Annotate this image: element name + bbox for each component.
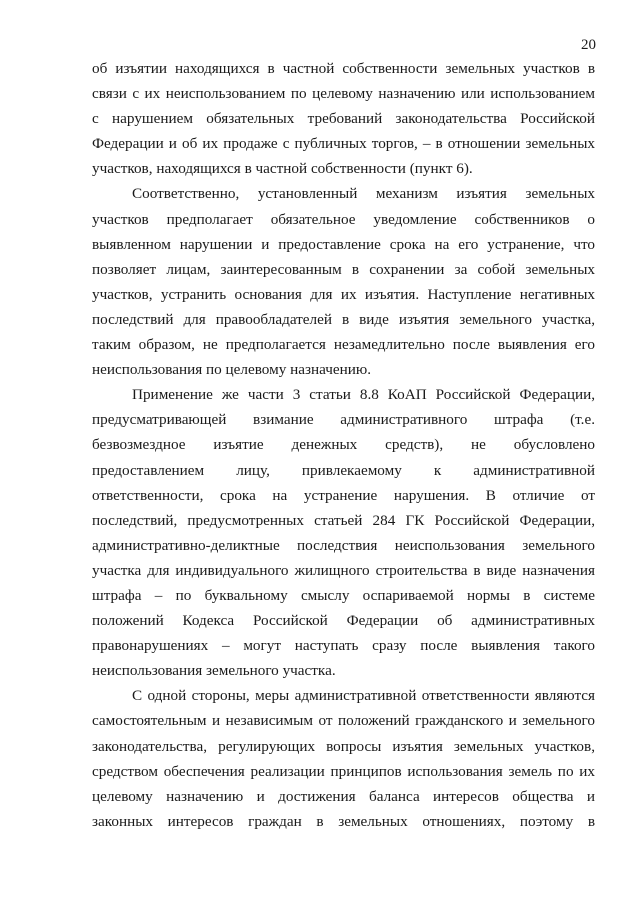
text-line: таким образом, не предполагается незамедлительно после выявления его bbox=[92, 336, 595, 354]
text-line: правонарушениях – могут наступать сразу после выявления такого bbox=[92, 637, 595, 655]
text-line: предоставлением лицу, привлекаемому к административной bbox=[92, 461, 595, 479]
text-line: позволяет лицам, заинтересованным в сохранении за собой земельных bbox=[92, 260, 595, 278]
paragraph bbox=[92, 382, 595, 683]
text-line: безвозмездное изъятие денежных средств), не обусловлено bbox=[92, 436, 595, 454]
document-body bbox=[92, 56, 595, 834]
text-line: выявленном нарушении и предоставление срока на его устранение, что bbox=[92, 235, 595, 253]
text-line: участков, устранить основания для их изъятия. Наступление негативных bbox=[92, 285, 595, 303]
text-line: законных интересов граждан в земельных отношениях, поэтому в bbox=[92, 812, 595, 830]
text-line: положений Кодекса Российской Федерации об административных bbox=[92, 612, 595, 630]
text-line: предусматривающей взимание административного штрафа (т.е. bbox=[92, 411, 595, 429]
text-line: участка для индивидуального жилищного строительства в виде назначения bbox=[92, 561, 595, 579]
text-line: участков, находящихся в частной собственности (пункт 6). bbox=[92, 160, 473, 178]
text-line: с нарушением обязательных требований законодательства Российской bbox=[92, 110, 595, 128]
text-line: об изъятии находящихся в частной собственности земельных участков в bbox=[92, 60, 595, 77]
paragraph bbox=[92, 181, 595, 382]
text-line: неиспользования по целевому назначению. bbox=[92, 361, 372, 379]
text-line: последствий, предусмотренных статьей 284 ГК Российской Федерации, bbox=[92, 511, 595, 529]
text-line: участков предполагает обязательное уведомление собственников о bbox=[92, 210, 595, 228]
text-line: законодательства, регулирующих вопросы изъятия земельных участков, bbox=[92, 737, 595, 755]
text-line: Федерации и об их продаже с публичных торгов, – в отношении земельных bbox=[92, 135, 595, 153]
text-line: средством обеспечения реализации принципов использования земель по их bbox=[92, 762, 595, 780]
page-number: 20 bbox=[581, 37, 596, 53]
text-line: Соответственно, установленный механизм изъятия земельных bbox=[132, 185, 595, 203]
text-line: административно-деликтные последствия неиспользования земельного bbox=[92, 536, 595, 554]
text-line: связи с их неиспользованием по целевому назначению или использованием bbox=[92, 85, 595, 103]
text-line: штрафа – по буквальному смыслу оспариваемой нормы в системе bbox=[92, 586, 595, 604]
text-line: последствий для правообладателей в виде изъятия земельного участка, bbox=[92, 310, 595, 328]
text-line: ответственности, срока на устранение нарушения. В отличие от bbox=[92, 486, 595, 504]
text-line: самостоятельным и независимым от положений гражданского и земельного bbox=[92, 712, 595, 730]
paragraph bbox=[92, 56, 595, 181]
text-line: С одной стороны, меры административной ответственности являются bbox=[132, 687, 595, 705]
text-line: целевому назначению и достижения баланса интересов общества и bbox=[92, 787, 595, 805]
text-line: Применение же части 3 статьи 8.8 КоАП Российской Федерации, bbox=[132, 386, 595, 404]
text-line: неиспользования земельного участка. bbox=[92, 662, 336, 680]
paragraph bbox=[92, 683, 595, 834]
